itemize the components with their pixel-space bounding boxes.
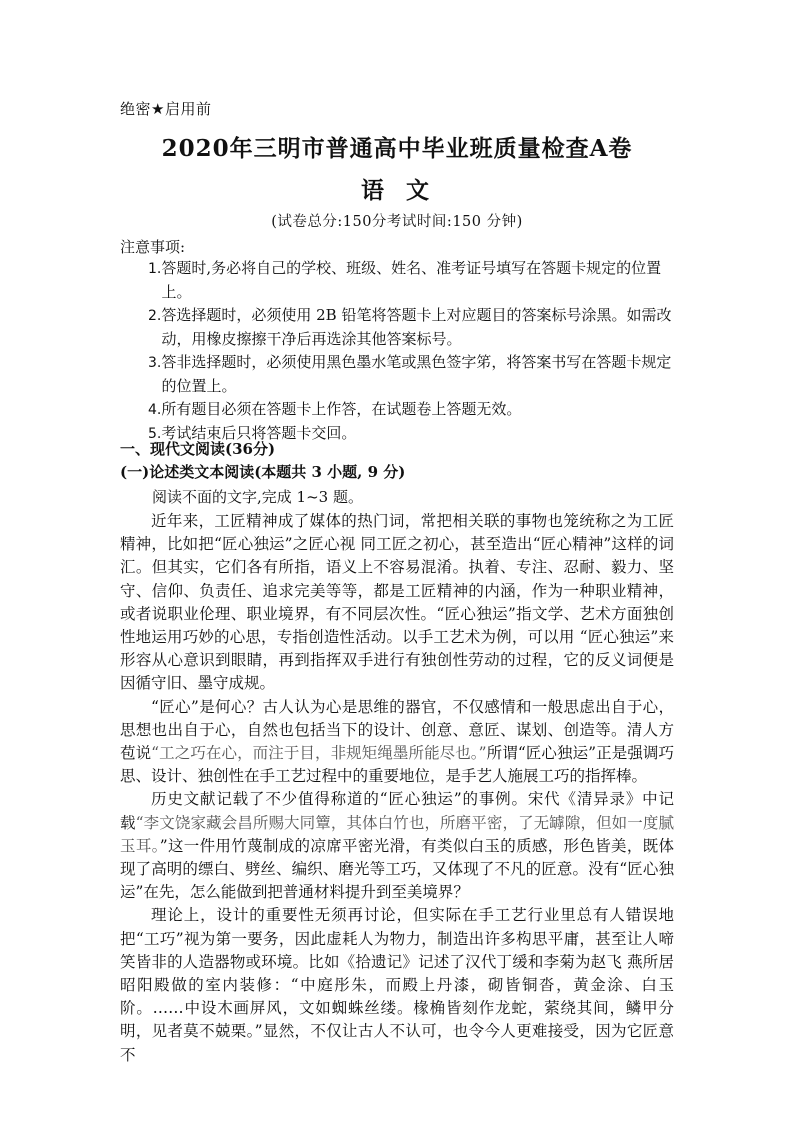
reading-passage [120,510,674,1067]
note-text: 答非选择题时，必须使用黑色墨水笔或黑色签字笫，将答案书写在答题卡规定的位置上。 [161,353,672,395]
note-item [148,398,678,422]
paragraph-3 [120,788,674,904]
paragraph-2-text: “匠心”是何心？古人认为心是思维的器官，不仅感情和一般思虑出自于心，思想也出自于心，自然也包括当下的设计、创意、意匠、谋划、创造等。清人方苞说 [120,697,674,763]
subject-title: 语文 [361,177,451,204]
note-text: 答题时,务必将自己的学校、班级、姓名、准考证号填写在答题卡规定的位置上。 [161,259,662,301]
paragraph-2-text-end: 所谓“匠心独运”正是强调巧思、设计、独创性在手工艺过程中的重要地位，是手艺人施展工巧的指挥棒。 [120,744,674,786]
notes-title: 注意事项: [120,238,186,256]
exam-info: (试卷总分:150分考试时间:150 分钟) [271,214,523,230]
note-number: 4. [148,402,162,418]
note-text: 考试结束后只将答题卡交回。 [161,424,357,442]
note-item [148,304,678,351]
note-number: 2. [148,308,162,324]
paragraph-3-text: 历史文献记载了不少值得称道的“匠心独运”的事例。宋代《清异录》中记载 [120,790,674,832]
reading-instruction: 阅读不面的文字,完成 1~3 题。 [152,488,363,506]
note-item [148,257,678,304]
secret-label: 绝密★启用前 [120,100,212,118]
note-number: 1. [148,261,162,277]
note-number: 5. [148,426,162,442]
quote-fang-bao: “工之巧在心，而注于目，非规矩绳墨所能尽也。” [151,744,487,763]
paragraph-4: 理论上，设计的重要性无须再讨论，但实际在手工艺行业里总有人错误地把“工巧”视为第一要务，因此虚耗人为物力，制造出许多构思平庸，甚至让人啼笑皆非的人造器物或环境。比如《拾遗记》记述了汉代丁缓和李菊为赵飞 燕所居昭阳殿做的室内装修：“中庭彤朱，而殿上丹漆，砌皆铜沓，黄金涂、白玉阶。……中设木画屏风，文如蜘蛛丝缕。椽桷皆刻作龙蛇，萦绕其间，鳞甲分明，见者莫不兢栗。”显然，不仅让古人不认可，也令今人更难接受，因为它匠意不 [120,906,674,1064]
note-item [148,351,678,398]
paragraph-1: 近年来，工匠精神成了媒体的热门词，常把相关联的事物也笼统称之为工匠精神，比如把“匠心独运”之匠心视 同工匠之初心，甚至造出“匠心精神”这样的词汇。但其实，它们各有所指，语义上不容易混淆。执着、专注、忍耐、毅力、坚守、信仰、负责任、追求完美等等，都是工匠精神的内涵，作为一种职业精神，或者说职业伦理、职业境界，有不同层次性。“匠心独运”指文学、艺术方面独创性地运用巧妙的心思，专指创造性活动。以手工艺术为例，可以用 “匠心独运”来形容从心意识到眼睛，再到指挥双手进行有独创性劳动的过程，它的反义词便是因循守旧、墨守成规。 [120,512,674,693]
note-text: 所有题目必须在答题卡上作答，在试题卷上答题无效。 [161,400,522,418]
section-heading: 一、现代文阅读(36分) [120,440,276,458]
notes-list [148,257,678,446]
paragraph-3-text-end: ”这一件用竹蔑制成的凉席平密光滑，有类似白玉的质感，形色皆美，既体现了高明的缥白、劈丝、编织、磨光等工巧，又体现了不凡的匠意。没有“匠心独运”在先，怎么能做到把普通材料提升到至美境界？ [120,836,674,902]
quote-qingyilu: “李文饶家藏会昌所赐大同簟，其体白竹也，所磨平密，了无罅隙，但如一度腻玉耳。 [120,813,674,855]
note-text: 答选择题时，必须使用 2B 铅笔将答题卡上对应题目的答案标号涂黑。如需改动，用橡皮擦擦干净后再选涂其他答案标号。 [161,306,672,348]
paragraph-2 [120,696,674,789]
exam-title: 2020年三明市普通高中毕业班质量检查A卷 [161,135,633,162]
note-number: 3. [148,355,162,371]
subsection-heading: (一)论述类文本阅读(本题共 3 小题, 9 分) [120,463,406,481]
